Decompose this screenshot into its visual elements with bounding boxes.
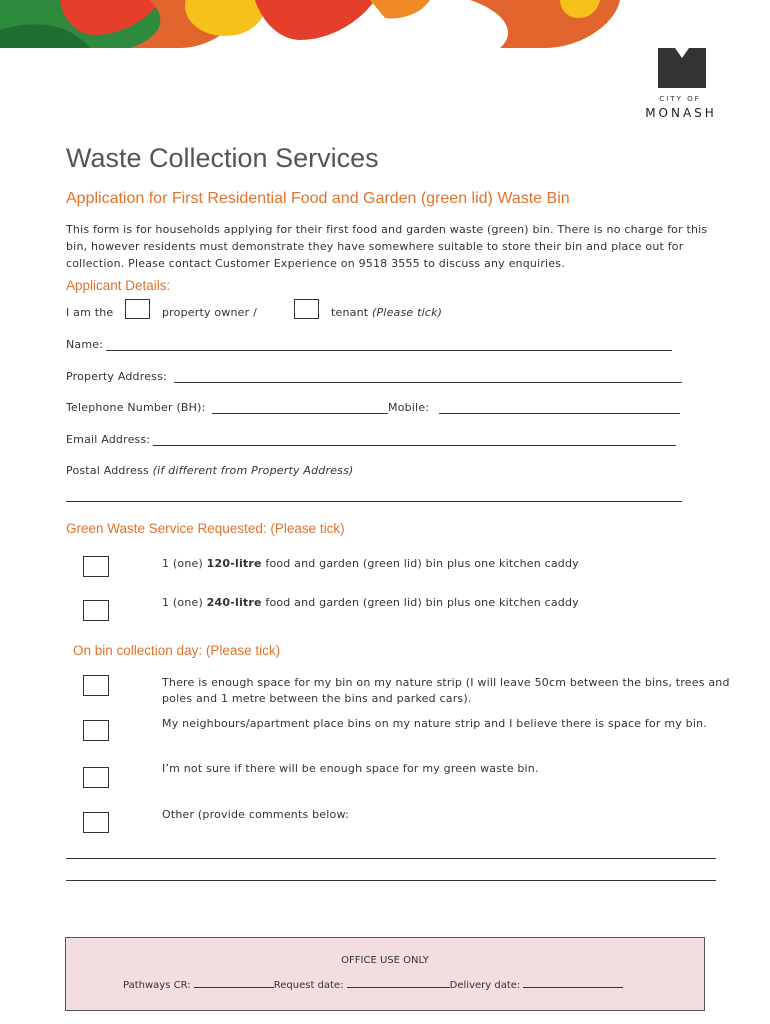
tenant-label: tenant (Please tick) [331,306,443,319]
not-sure-space-label: I’m not sure if there will be enough space for my green waste bin. [162,762,539,775]
other-checkbox[interactable] [83,812,109,833]
not-sure-space-checkbox[interactable] [83,767,109,788]
name-label: Name: [66,338,104,351]
nature-strip-space-label-line2: poles and 1 metre between the bins and parked cars). [162,692,472,705]
telephone-field[interactable] [212,413,388,414]
applicant-heading: Applicant Details: [66,278,171,293]
nature-strip-space-checkbox[interactable] [83,675,109,696]
postal-address-field[interactable] [66,501,682,502]
email-field[interactable] [153,445,676,446]
other-label: Other (provide comments below: [162,808,349,821]
comments-line-2[interactable] [66,880,716,881]
service-heading: Green Waste Service Requested: (Please tick) [66,521,345,536]
intro-paragraph: This form is for households applying for their first food and garden waste (green) bin. There is no charge for this bin, however residents must demonstrate they have somewhere suitable to store their bin and place out for collection. Please contact Customer Experience on 9518 3555 to discuss any enquiries. [66,223,708,270]
option-120-litre-label: 1 (one) 120-litre food and garden (green lid) bin plus one kitchen caddy [162,557,579,570]
logo-small-text: CITY OF [659,95,701,103]
delivery-date-field[interactable] [523,977,623,988]
pathways-field[interactable] [194,977,274,988]
property-address-label: Property Address: [66,370,167,383]
option-240-litre-checkbox[interactable] [83,600,109,621]
office-use-heading: OFFICE USE ONLY [341,955,429,966]
pathways-label: Pathways CR: [123,980,194,991]
decorative-banner [0,0,640,48]
property-owner-label: property owner / [162,306,257,319]
office-use-fields [123,977,623,991]
tenant-checkbox[interactable] [294,299,319,319]
delivery-date-label: Delivery date: [449,980,524,991]
page-title: Waste Collection Services [66,143,379,173]
option-120-litre-checkbox[interactable] [83,556,109,577]
city-of-monash-logo-icon [658,48,706,88]
name-field[interactable] [106,350,672,351]
property-address-field[interactable] [174,382,682,383]
telephone-label: Telephone Number (BH): [66,401,206,414]
request-date-field[interactable] [347,977,450,988]
neighbours-bins-label: My neighbours/apartment place bins on my nature strip and I believe there is space for my bin. [162,717,707,730]
email-label: Email Address: [66,433,151,446]
mobile-label: Mobile: [388,401,430,414]
logo-big-text: MONASH [645,106,717,120]
postal-address-label: Postal Address (if different from Property Address) [66,464,354,477]
comments-line-1[interactable] [66,858,716,859]
request-date-label: Request date: [273,980,347,991]
mobile-field[interactable] [439,413,680,414]
page-subtitle: Application for First Residential Food and Garden (green lid) Waste Bin [66,190,570,207]
i-am-the-label: I am the [66,306,114,319]
nature-strip-space-label-line1: There is enough space for my bin on my nature strip (I will leave 50cm between the bins, trees and [162,676,730,689]
property-owner-checkbox[interactable] [125,299,150,319]
option-240-litre-label: 1 (one) 240-litre food and garden (green lid) bin plus one kitchen caddy [162,596,579,609]
neighbours-bins-checkbox[interactable] [83,720,109,741]
collection-heading: On bin collection day: (Please tick) [73,643,281,658]
office-use-box [65,937,705,1011]
